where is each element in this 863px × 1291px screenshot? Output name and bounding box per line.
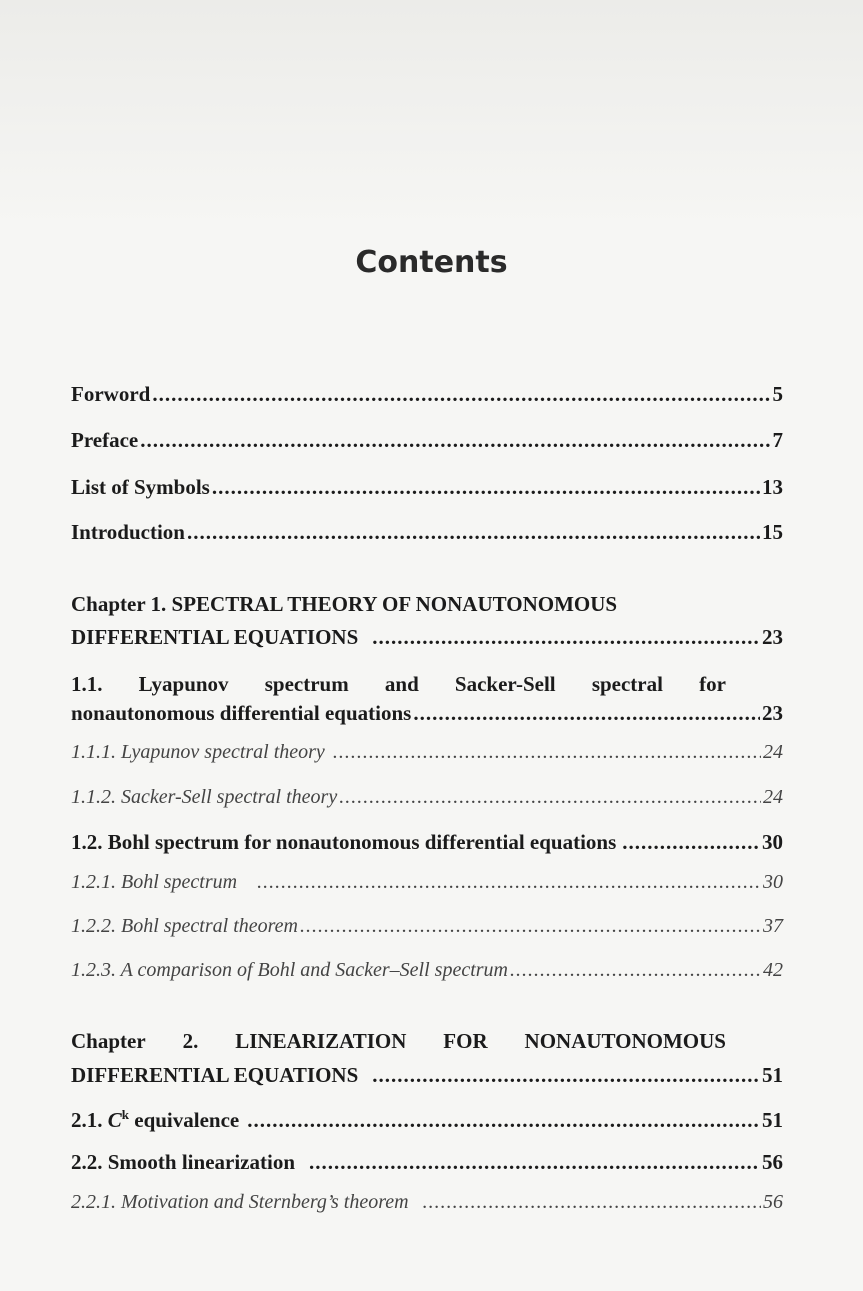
word: spectrum: [264, 672, 349, 696]
leader-dots: [212, 471, 760, 503]
toc-entry-1-1-1[interactable]: [71, 736, 783, 768]
entry-label: 1.2.2. Bohl spectral theorem: [71, 915, 299, 937]
leader-dots: [247, 1104, 760, 1136]
entry-page: 23: [762, 701, 783, 725]
entry-page: 15: [762, 520, 783, 544]
leader-dots: [309, 1146, 760, 1178]
word: NONAUTONOMOUS: [524, 1029, 726, 1053]
entry-label: 2.2.1. Motivation and Sternberg’s theorem: [71, 1191, 409, 1213]
toc-entry-1-2-2[interactable]: [71, 910, 783, 942]
entry-label: 1.2.1. Bohl spectrum: [71, 871, 238, 893]
section-number: 2.1.: [71, 1108, 103, 1132]
word: spectral: [591, 672, 663, 696]
toc-entry-2-2-1[interactable]: [71, 1186, 783, 1218]
leader-dots: [423, 1186, 761, 1218]
entry-page: 51: [762, 1108, 783, 1132]
toc-entry-1-2-3[interactable]: [71, 954, 783, 986]
toc-entry-chapter-1[interactable]: [71, 621, 783, 653]
word: Sacker-Sell: [454, 672, 556, 696]
entry-label: Introduction: [71, 520, 185, 544]
toc-entry-1-1-2[interactable]: [71, 781, 783, 813]
word: 2.: [182, 1029, 199, 1053]
word: Lyapunov: [138, 672, 229, 696]
toc-entry-introduction[interactable]: [71, 516, 783, 548]
bleed-through-shadow: [0, 0, 863, 230]
leader-dots: [372, 621, 760, 653]
entry-page: 30: [762, 830, 783, 854]
word: 1.1.: [71, 672, 103, 696]
entry-label: Forword: [71, 382, 151, 406]
entry-page: 56: [762, 1150, 783, 1174]
toc-entry-section-1-2[interactable]: [71, 826, 783, 858]
leader-dots: [339, 781, 761, 813]
leader-dots: [372, 1059, 760, 1091]
entry-label: List of Symbols: [71, 475, 210, 499]
entry-page: 5: [772, 382, 783, 406]
entry-page: 37: [763, 915, 783, 937]
page-title: Contents: [355, 245, 508, 280]
leader-dots: [510, 954, 761, 986]
entry-page: 24: [763, 786, 783, 808]
toc-entry-section-2-2[interactable]: [71, 1146, 783, 1178]
leader-dots: [622, 826, 760, 858]
entry-page: 51: [762, 1063, 783, 1087]
entry-label: 1.1.2. Sacker-Sell spectral theory: [71, 786, 338, 808]
word: and: [384, 672, 419, 696]
ck-superscript: k: [121, 1107, 129, 1122]
entry-label: 2.2. Smooth linearization: [71, 1150, 295, 1174]
entry-page: 7: [772, 428, 783, 452]
entry-label: DIFFERENTIAL EQUATIONS: [71, 625, 359, 649]
toc-entry-preface[interactable]: [71, 424, 783, 456]
leader-dots: [300, 910, 761, 942]
toc-entry-section-2-1[interactable]: [71, 1104, 783, 1136]
leader-dots: [333, 736, 761, 768]
entry-label: 1.2.3. A comparison of Bohl and Sacker–Sell spectrum: [71, 959, 508, 981]
toc-entry-list-of-symbols[interactable]: [71, 471, 783, 503]
ck-symbol: C: [107, 1108, 122, 1132]
chapter-1-heading-line1[interactable]: Chapter 1. SPECTRAL THEORY OF NONAUTONOMOUS: [71, 592, 618, 616]
entry-page: 56: [763, 1191, 783, 1213]
word: LINEARIZATION: [235, 1029, 407, 1053]
leader-dots: [140, 424, 770, 456]
section-1-1-heading-line1[interactable]: [71, 668, 726, 700]
word: for: [699, 672, 726, 696]
section-title: equivalence: [134, 1108, 240, 1132]
leader-dots: [187, 516, 760, 548]
entry-label: 1.2. Bohl spectrum for nonautonomous differential equations: [71, 830, 617, 854]
chapter-2-heading-line1[interactable]: [71, 1025, 726, 1057]
entry-page: 42: [763, 959, 783, 981]
toc-entry-chapter-2[interactable]: [71, 1059, 783, 1091]
entry-page: 23: [762, 625, 783, 649]
leader-dots: [413, 697, 760, 729]
entry-page: 13: [762, 475, 783, 499]
toc-entry-1-2-1[interactable]: [71, 866, 783, 898]
entry-page: 30: [763, 871, 783, 893]
leader-dots: [257, 866, 761, 898]
entry-label: DIFFERENTIAL EQUATIONS: [71, 1063, 359, 1087]
entry-label: [71, 1104, 239, 1136]
entry-page: 24: [763, 741, 783, 763]
entry-label: nonautonomous differential equations: [71, 701, 412, 725]
toc-entry-section-1-1[interactable]: [71, 697, 783, 729]
word: Chapter: [71, 1029, 146, 1053]
toc-entry-forword[interactable]: [71, 378, 783, 410]
entry-label: Preface: [71, 428, 139, 452]
entry-label: 1.1.1. Lyapunov spectral theory: [71, 741, 325, 763]
leader-dots: [152, 378, 770, 410]
word: FOR: [443, 1029, 488, 1053]
